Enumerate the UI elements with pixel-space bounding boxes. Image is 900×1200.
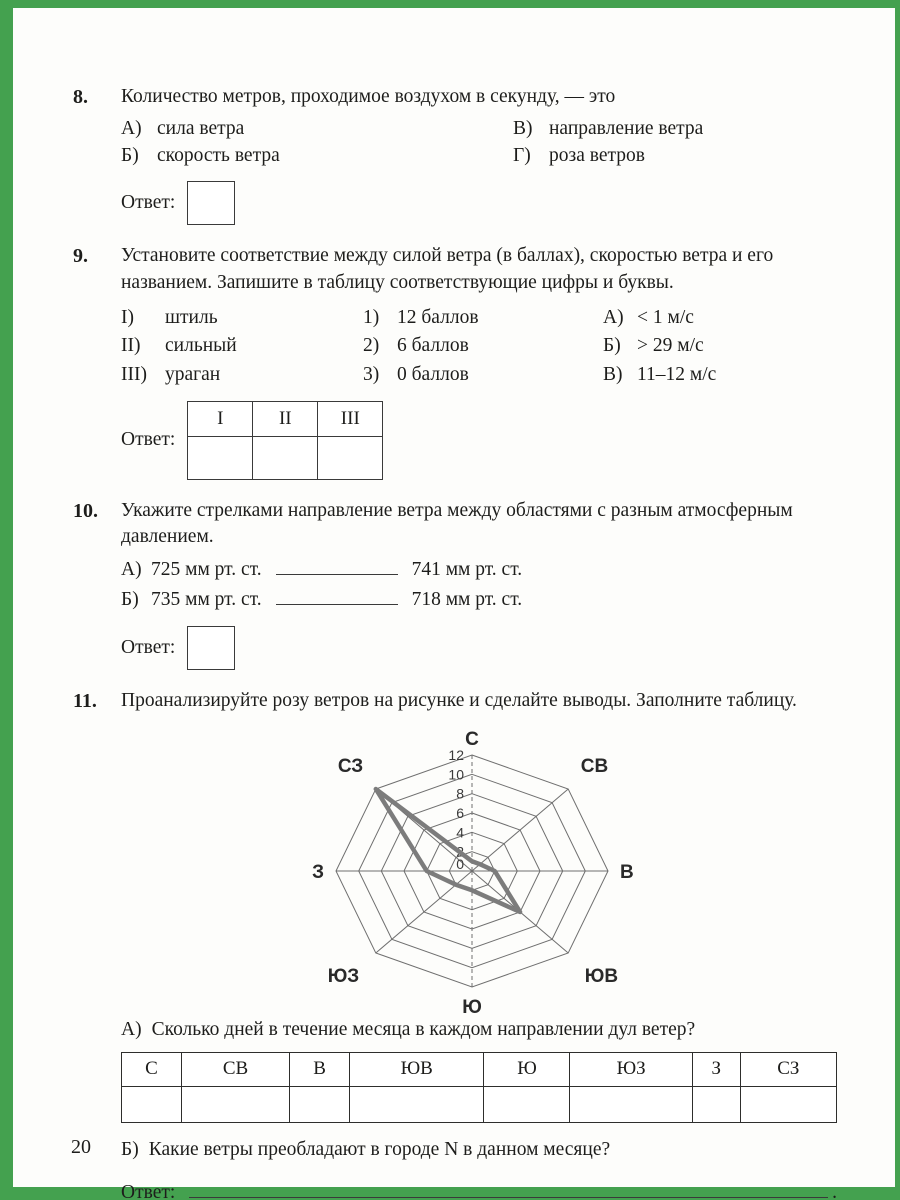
name-2-label: II)	[121, 335, 141, 357]
dir-header-sw: ЮЗ	[570, 1052, 692, 1086]
question-11-number: 11.	[73, 690, 97, 713]
svg-text:СВ: СВ	[580, 756, 609, 778]
svg-text:Ю: Ю	[462, 996, 482, 1015]
question-10-answer-row	[121, 626, 837, 670]
speed-b-label: Б)	[603, 335, 621, 357]
points-3-text: 0 баллов	[397, 363, 469, 385]
dir-header-n: С	[122, 1052, 182, 1086]
question-8-text: Количество метров, проходимое воздухом в секунду, — это	[121, 86, 616, 107]
question-10-text: Укажите стрелками направление ветра между областями с разным атмосферным давлением.	[121, 499, 793, 548]
dir-answer-cell	[692, 1086, 740, 1122]
question-9-answer-row	[121, 401, 837, 480]
dir-header-ne: СВ	[181, 1052, 289, 1086]
name-1-text: штиль	[165, 307, 218, 329]
wind-rose-chart	[240, 719, 718, 1015]
name-3-text: ураган	[165, 363, 221, 385]
option-b	[121, 142, 509, 169]
pair-b-label: Б)	[121, 589, 139, 611]
pair-a-label: А)	[121, 559, 142, 581]
question-8-number: 8.	[73, 86, 88, 108]
pair-b-left-value: 735 мм рт. ст.	[151, 589, 262, 611]
svg-text:4: 4	[456, 824, 464, 841]
option-a-text: сила ветра	[157, 117, 245, 139]
dir-answer-cell	[740, 1086, 836, 1122]
question-9-matching-list	[121, 304, 837, 389]
dir-answer-cell	[570, 1086, 692, 1122]
question-8-options	[121, 115, 837, 170]
dir-header-w: З	[692, 1052, 740, 1086]
dir-answer-cell	[122, 1086, 182, 1122]
svg-text:ЮВ: ЮВ	[584, 965, 619, 987]
answer-label: Ответ:	[121, 637, 176, 659]
match-speeds-column	[603, 304, 837, 389]
answer-write-line	[189, 1177, 828, 1198]
svg-text:ЮЗ: ЮЗ	[327, 965, 360, 987]
question-11-text: Проанализируйте розу ветров на рисунке и сделайте выводы. Заполните таблицу.	[121, 690, 797, 712]
points-2-text: 6 баллов	[397, 335, 469, 357]
roman-numeral-answer-table	[187, 401, 383, 480]
dir-header-nw: СЗ	[740, 1052, 836, 1086]
svg-text:12: 12	[448, 746, 464, 763]
svg-text:В: В	[620, 861, 634, 883]
question-10-number: 10.	[73, 499, 98, 522]
pressure-pair-a	[121, 555, 837, 585]
points-3-label: 3)	[363, 363, 380, 385]
option-g-label: Г)	[513, 144, 531, 166]
svg-text:С: С	[465, 728, 479, 750]
speed-b-text: > 29 м/с	[637, 335, 704, 357]
answer-label: Ответ:	[121, 1182, 176, 1200]
pair-b-right-value: 718 мм рт. ст.	[411, 589, 523, 611]
match-names-column	[121, 304, 363, 389]
speed-a-label: А)	[603, 307, 624, 329]
answer-label: Ответ:	[121, 191, 176, 213]
part-a-label: А)	[121, 1018, 142, 1040]
name-3-label: III)	[121, 363, 147, 385]
option-b-label: Б)	[121, 144, 139, 166]
dir-header-e: В	[290, 1052, 350, 1086]
part-b-label: Б)	[121, 1138, 139, 1160]
question-11-part-a	[121, 1017, 837, 1044]
points-2-label: 2)	[363, 335, 380, 357]
points-1-text: 12 баллов	[397, 307, 479, 329]
svg-text:10: 10	[448, 766, 464, 783]
pair-a-right-value: 741 мм рт. ст.	[411, 559, 523, 581]
q9-header-II: II	[253, 401, 318, 436]
page-number: 20	[71, 1136, 91, 1158]
svg-text:СЗ: СЗ	[337, 756, 364, 778]
answer-label: Ответ:	[121, 429, 176, 451]
q9-header-III: III	[318, 401, 383, 436]
name-2-text: сильный	[165, 335, 237, 357]
dir-answer-cell	[484, 1086, 570, 1122]
q9-header-I: I	[188, 401, 253, 436]
dir-header-se: ЮВ	[350, 1052, 484, 1086]
dir-answer-cell	[181, 1086, 289, 1122]
option-v-text: направление ветра	[549, 117, 704, 139]
points-1-label: 1)	[363, 307, 380, 329]
wind-direction-answer-table	[121, 1052, 837, 1123]
q9-answer-cell	[253, 436, 318, 479]
svg-text:0: 0	[456, 855, 464, 872]
dir-header-s: Ю	[484, 1052, 570, 1086]
speed-a-text: < 1 м/с	[637, 307, 694, 329]
svg-text:8: 8	[456, 785, 464, 802]
option-a	[121, 115, 509, 142]
wind-rose-figure	[121, 719, 837, 1015]
option-v	[513, 115, 837, 142]
name-1-label: I)	[121, 307, 134, 329]
question-11-answer-row	[121, 1177, 837, 1200]
q9-answer-cell	[318, 436, 383, 479]
part-b-text: Какие ветры преобладают в городе N в данном месяце?	[148, 1138, 611, 1160]
question-11-part-b	[121, 1137, 837, 1164]
option-v-label: В)	[513, 117, 533, 139]
arrow-write-line	[276, 585, 398, 606]
part-a-text: Сколько дней в течение месяца в каждом направлении дул ветер?	[151, 1018, 696, 1040]
question-9-number: 9.	[73, 245, 88, 268]
option-g	[513, 142, 837, 169]
question-9	[73, 243, 837, 480]
q9-answer-cell	[188, 436, 253, 479]
option-g-text: роза ветров	[549, 144, 645, 166]
arrow-write-line	[276, 555, 398, 576]
question-11	[73, 688, 837, 1200]
question-9-text: Установите соответствие между силой ветра (в баллах), скоростью ветра и его названием. Запишите в таблицу соответствующие цифры и буквы.	[121, 245, 774, 293]
option-a-label: А)	[121, 117, 142, 139]
match-points-column	[363, 304, 603, 389]
svg-text:2: 2	[456, 843, 464, 860]
question-8	[73, 84, 837, 225]
speed-v-text: 11–12 м/с	[637, 363, 717, 385]
option-b-text: скорость ветра	[157, 144, 280, 166]
dir-answer-cell	[290, 1086, 350, 1122]
pair-a-left-value: 725 мм рт. ст.	[151, 559, 262, 581]
answer-write-box	[187, 181, 235, 225]
paper-sheet	[13, 8, 895, 1200]
dir-answer-cell	[350, 1086, 484, 1122]
svg-text:6: 6	[456, 804, 464, 821]
svg-text:З: З	[312, 861, 324, 883]
question-8-answer-row	[121, 181, 837, 225]
speed-v-label: В)	[603, 363, 623, 385]
answer-write-box	[187, 626, 235, 670]
pressure-pair-b	[121, 585, 837, 615]
question-10	[73, 498, 837, 671]
answer-period: .	[832, 1182, 837, 1200]
